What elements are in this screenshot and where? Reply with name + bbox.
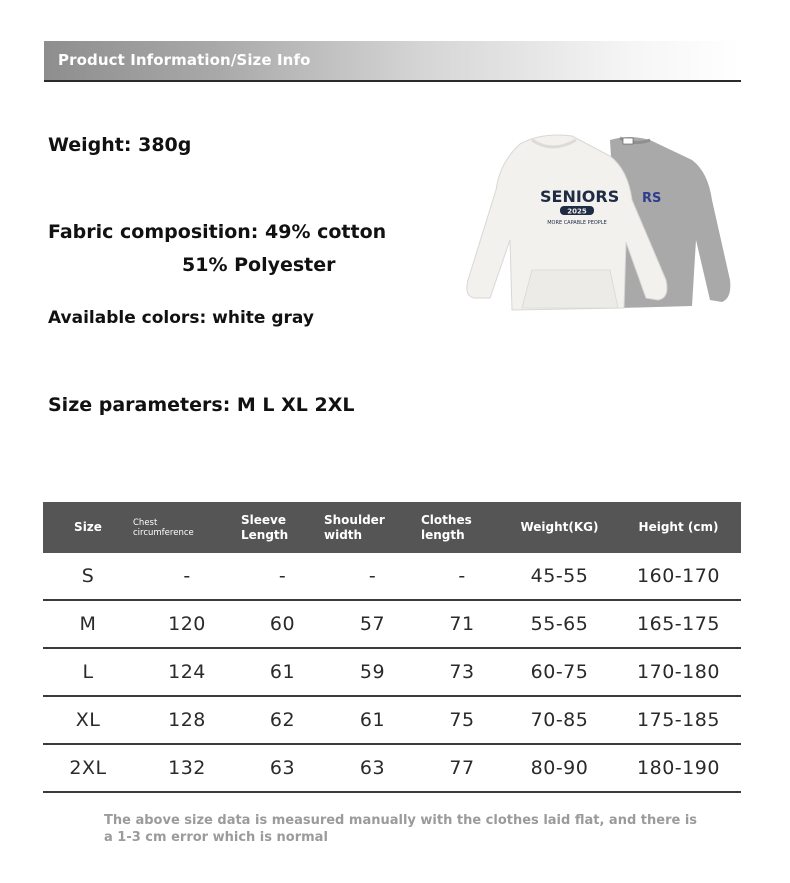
table-row [43,648,741,696]
value-cell: 75 [421,696,503,744]
section-title: Product Information/Size Info [58,51,311,69]
header-shoulder: Shoulder width [324,502,421,553]
value-cell: 61 [241,648,324,696]
value-cell: - [421,553,503,600]
header-chest: Chest circumference [133,502,241,553]
fabric-text-line1: Fabric composition: 49% cotton [48,221,387,243]
header-weight: Weight(KG) [503,502,616,553]
value-cell: 57 [324,600,421,648]
header-sleeve: Sleeve Length [241,502,324,553]
svg-text:RS: RS [642,191,662,206]
value-cell: 170-180 [616,648,741,696]
print-year: 2025 [567,207,587,216]
table-row [43,553,741,600]
sizes-text: Size parameters: M L XL 2XL [48,394,355,416]
header-clothes-length: Clothes length [421,502,503,553]
value-cell: 62 [241,696,324,744]
value-cell: 59 [324,648,421,696]
size-cell: M [43,600,133,648]
value-cell: - [133,553,241,600]
size-table [43,502,741,793]
size-cell: L [43,648,133,696]
measurement-note: The above size data is measured manually with the clothes laid flat, and there is a 1-3 cm error which is normal [104,813,698,845]
value-cell: 60 [241,600,324,648]
weight-text: Weight: 380g [48,134,192,156]
print-subtitle: MORE CAPABLE PEOPLE [547,220,607,226]
table-row [43,600,741,648]
value-cell: 180-190 [616,744,741,792]
header-height: Height (cm) [616,502,741,553]
value-cell: 124 [133,648,241,696]
value-cell: 70-85 [503,696,616,744]
value-cell: 55-65 [503,600,616,648]
table-header-row [43,502,741,553]
section-header [44,41,741,82]
value-cell: - [324,553,421,600]
value-cell: 60-75 [503,648,616,696]
value-cell: 63 [324,744,421,792]
product-image [460,130,736,316]
value-cell: 175-185 [616,696,741,744]
value-cell: 71 [421,600,503,648]
value-cell: - [241,553,324,600]
table-row [43,744,741,792]
value-cell: 63 [241,744,324,792]
value-cell: 160-170 [616,553,741,600]
fabric-text-line2: 51% Polyester [182,254,336,276]
header-size: Size [43,502,133,553]
value-cell: 45-55 [503,553,616,600]
value-cell: 80-90 [503,744,616,792]
value-cell: 61 [324,696,421,744]
value-cell: 77 [421,744,503,792]
table-row [43,696,741,744]
colors-text: Available colors: white gray [48,308,314,328]
value-cell: 128 [133,696,241,744]
value-cell: 120 [133,600,241,648]
value-cell: 132 [133,744,241,792]
size-cell: S [43,553,133,600]
size-cell: 2XL [43,744,133,792]
size-cell: XL [43,696,133,744]
print-title: SENIORS [540,187,620,206]
value-cell: 165-175 [616,600,741,648]
value-cell: 73 [421,648,503,696]
